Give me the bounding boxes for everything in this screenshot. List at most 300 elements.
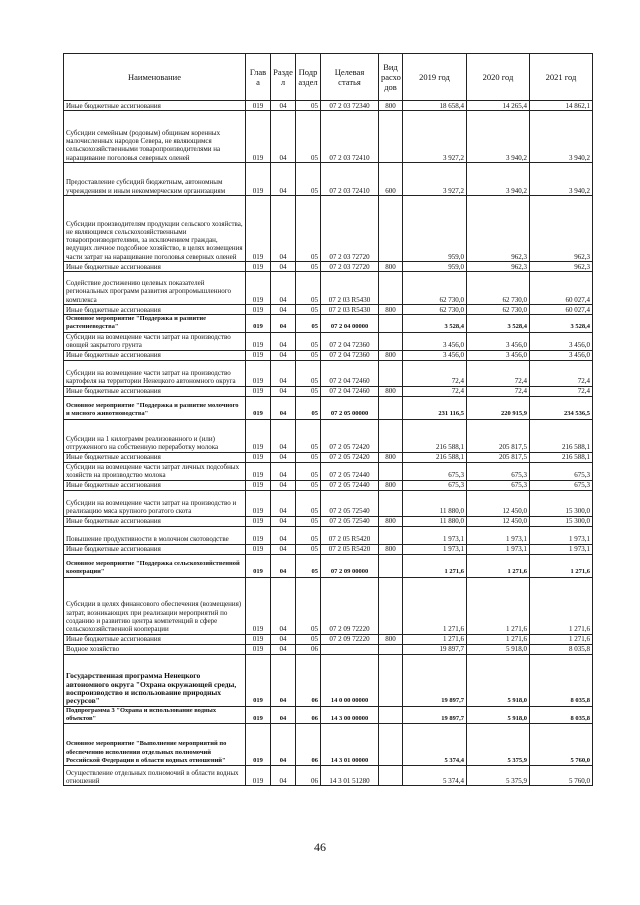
- row-target: 07 2 04 72360: [321, 332, 379, 350]
- row-2020: 72,4: [467, 360, 530, 386]
- row-2020: 3 940,2: [467, 111, 530, 163]
- row-podrazdel: 05: [296, 111, 321, 163]
- row-podrazdel: 05: [296, 490, 321, 516]
- row-podrazdel: 05: [296, 516, 321, 526]
- row-target: 07 2 09 00000: [321, 554, 379, 577]
- row-glava: 019: [246, 332, 271, 350]
- row-2019: 5 374,4: [403, 724, 467, 766]
- row-target: [321, 644, 379, 654]
- table-row: [64, 350, 593, 360]
- row-2020: 675,3: [467, 462, 530, 480]
- row-vid: 800: [379, 480, 403, 490]
- header-2021: 2021 год: [530, 54, 593, 101]
- row-razdel: 04: [271, 350, 296, 360]
- row-2020: 675,3: [467, 480, 530, 490]
- row-glava: 019: [246, 350, 271, 360]
- row-2019: 1 271,6: [403, 554, 467, 577]
- row-target: 07 2 05 72420: [321, 419, 379, 452]
- row-2020: 12 450,0: [467, 490, 530, 516]
- row-name: Водное хозяйство: [64, 644, 246, 654]
- row-razdel: 04: [271, 305, 296, 315]
- row-2020: 62 730,0: [467, 272, 530, 305]
- table-row: [64, 577, 593, 634]
- table-row: [64, 644, 593, 654]
- row-target: 07 2 04 72460: [321, 360, 379, 386]
- header-podrazdel: Подр аздел: [296, 54, 321, 101]
- row-2019: 62 730,0: [403, 272, 467, 305]
- row-razdel: 04: [271, 644, 296, 654]
- row-glava: 019: [246, 544, 271, 554]
- row-name: Иные бюджетные ассигнования: [64, 101, 246, 111]
- row-target: 07 2 03 72720: [321, 262, 379, 272]
- row-target: 07 2 05 R5420: [321, 526, 379, 544]
- table-row: [64, 360, 593, 386]
- row-2020: 1 271,6: [467, 577, 530, 634]
- row-2020: 12 450,0: [467, 516, 530, 526]
- row-name: Субсидии на возмещение части затрат личных подсобных хозяйств на производство молока: [64, 462, 246, 480]
- row-2020: 3 456,0: [467, 332, 530, 350]
- row-2021: 5 760,0: [530, 766, 593, 786]
- table-row: [64, 196, 593, 262]
- row-razdel: 04: [271, 419, 296, 452]
- row-2019: 959,0: [403, 262, 467, 272]
- row-glava: 019: [246, 766, 271, 786]
- row-2019: 1 973,1: [403, 544, 467, 554]
- row-2020: 5 918,0: [467, 644, 530, 654]
- row-vid: [379, 706, 403, 724]
- row-razdel: 04: [271, 111, 296, 163]
- row-2020: 205 817,5: [467, 419, 530, 452]
- table-row: [64, 480, 593, 490]
- row-glava: 019: [246, 654, 271, 706]
- row-vid: [379, 654, 403, 706]
- row-2019: 19 897,7: [403, 706, 467, 724]
- row-2021: 72,4: [530, 360, 593, 386]
- row-2021: 675,3: [530, 480, 593, 490]
- row-2021: 8 035,8: [530, 654, 593, 706]
- row-2019: 3 927,2: [403, 111, 467, 163]
- row-2019: 3 456,0: [403, 332, 467, 350]
- row-glava: 019: [246, 386, 271, 396]
- row-glava: 019: [246, 360, 271, 386]
- row-podrazdel: 06: [296, 644, 321, 654]
- header-vid: Вид расхо дов: [379, 54, 403, 101]
- row-2021: 216 588,1: [530, 452, 593, 462]
- row-2021: 8 035,8: [530, 644, 593, 654]
- row-razdel: 04: [271, 101, 296, 111]
- row-target: 07 2 03 72410: [321, 163, 379, 196]
- row-2020: 3 456,0: [467, 350, 530, 360]
- row-2020: 14 265,4: [467, 101, 530, 111]
- row-2020: 3 940,2: [467, 163, 530, 196]
- row-2021: 60 027,4: [530, 305, 593, 315]
- row-name: Субсидии на возмещение части затрат на производство картофеля на территории Ненецкого автономного округа: [64, 360, 246, 386]
- row-podrazdel: 05: [296, 305, 321, 315]
- row-2021: 3 940,2: [530, 163, 593, 196]
- row-vid: [379, 526, 403, 544]
- row-name: Иные бюджетные ассигнования: [64, 544, 246, 554]
- row-razdel: 04: [271, 577, 296, 634]
- row-2021: 15 300,0: [530, 516, 593, 526]
- row-vid: 600: [379, 163, 403, 196]
- row-name: Субсидии производителям продукции сельского хозяйства, не являющимся сельскохозяйственными товаропроизводителями, за исключением граждан, ведущих личное подсобное хозяйство, в целях возмещения части затрат на наращивание поголовья северных оленей: [64, 196, 246, 262]
- table-row: [64, 386, 593, 396]
- row-target: 07 2 05 72440: [321, 462, 379, 480]
- row-razdel: 04: [271, 554, 296, 577]
- row-razdel: 04: [271, 654, 296, 706]
- row-2019: 216 588,1: [403, 419, 467, 452]
- budget-table: [63, 53, 593, 786]
- header-2019: 2019 год: [403, 54, 467, 101]
- row-razdel: 04: [271, 396, 296, 419]
- table-row: [64, 634, 593, 644]
- row-2021: 15 300,0: [530, 490, 593, 516]
- row-razdel: 04: [271, 526, 296, 544]
- row-glava: 019: [246, 554, 271, 577]
- row-2021: 14 862,1: [530, 101, 593, 111]
- row-name: Содействие достижению целевых показателей региональных программ развития агропромышленного комплекса: [64, 272, 246, 305]
- row-podrazdel: 05: [296, 577, 321, 634]
- row-2019: 19 897,7: [403, 654, 467, 706]
- row-2021: 1 271,6: [530, 554, 593, 577]
- row-glava: 019: [246, 272, 271, 305]
- row-podrazdel: 06: [296, 766, 321, 786]
- table-row: [64, 544, 593, 554]
- row-target: 07 2 03 R5430: [321, 272, 379, 305]
- row-name: Осуществление отдельных полномочий в области водных отношений: [64, 766, 246, 786]
- row-name: Предоставление субсидий бюджетным, автономным учреждениям и иным некоммерческим организациям: [64, 163, 246, 196]
- row-vid: 800: [379, 262, 403, 272]
- row-vid: 800: [379, 452, 403, 462]
- row-podrazdel: 05: [296, 332, 321, 350]
- header-glava: Глав а: [246, 54, 271, 101]
- row-name: Повышение продуктивности в молочном скотоводстве: [64, 526, 246, 544]
- row-2020: 62 730,0: [467, 305, 530, 315]
- row-name: Иные бюджетные ассигнования: [64, 262, 246, 272]
- row-name: Субсидии в целях финансового обеспечения (возмещения) затрат, возникающих при реализации мероприятий по созданию и развитию центра компетенций в сфере сельскохозяйственной кооперации: [64, 577, 246, 634]
- row-target: 07 2 05 R5420: [321, 544, 379, 554]
- row-vid: 800: [379, 305, 403, 315]
- row-2020: 220 915,9: [467, 396, 530, 419]
- table-row: [64, 766, 593, 786]
- row-2021: 8 035,8: [530, 706, 593, 724]
- row-2019: 5 374,4: [403, 766, 467, 786]
- table-row: [64, 262, 593, 272]
- row-razdel: 04: [271, 332, 296, 350]
- row-razdel: 04: [271, 360, 296, 386]
- row-target: 07 2 04 00000: [321, 315, 379, 333]
- row-glava: 019: [246, 396, 271, 419]
- row-2021: 3 456,0: [530, 332, 593, 350]
- row-glava: 019: [246, 706, 271, 724]
- row-vid: [379, 332, 403, 350]
- row-glava: 019: [246, 526, 271, 544]
- row-razdel: 04: [271, 315, 296, 333]
- row-razdel: 04: [271, 386, 296, 396]
- row-2021: 962,3: [530, 262, 593, 272]
- table-row: [64, 554, 593, 577]
- row-name: Субсидии на 1 килограмм реализованного и (или) отгруженного на собственную переработку молока: [64, 419, 246, 452]
- row-vid: [379, 111, 403, 163]
- table-row: [64, 419, 593, 452]
- row-2019: 3 456,0: [403, 350, 467, 360]
- row-vid: [379, 419, 403, 452]
- row-2019: 1 271,6: [403, 634, 467, 644]
- row-name: Основное мероприятие "Поддержка и развитие молочного и мясного животноводства": [64, 396, 246, 419]
- row-vid: [379, 462, 403, 480]
- row-target: 07 2 04 72360: [321, 350, 379, 360]
- row-2019: 18 658,4: [403, 101, 467, 111]
- row-razdel: 04: [271, 262, 296, 272]
- row-vid: [379, 490, 403, 516]
- row-2021: 675,3: [530, 462, 593, 480]
- row-2020: 1 271,6: [467, 634, 530, 644]
- row-2020: 5 918,0: [467, 654, 530, 706]
- row-vid: [379, 724, 403, 766]
- row-2020: 1 973,1: [467, 544, 530, 554]
- row-glava: 019: [246, 462, 271, 480]
- table-row: [64, 272, 593, 305]
- row-razdel: 04: [271, 462, 296, 480]
- page-number: 46: [314, 840, 326, 854]
- row-podrazdel: 05: [296, 480, 321, 490]
- row-target: 07 2 03 72410: [321, 111, 379, 163]
- row-glava: 019: [246, 724, 271, 766]
- row-podrazdel: 05: [296, 634, 321, 644]
- table-row: [64, 111, 593, 163]
- row-razdel: 04: [271, 452, 296, 462]
- row-vid: [379, 272, 403, 305]
- row-2021: 234 536,5: [530, 396, 593, 419]
- row-2019: 72,4: [403, 386, 467, 396]
- table-row: [64, 101, 593, 111]
- row-razdel: 04: [271, 480, 296, 490]
- row-target: 14 3 01 51280: [321, 766, 379, 786]
- row-2019: 1 271,6: [403, 577, 467, 634]
- row-name: Субсидии семейным (родовым) общинам коренных малочисленных народов Севера, не являющимся сельскохозяйственными товаропроизводителями на наращивание поголовья северных оленей: [64, 111, 246, 163]
- row-vid: [379, 315, 403, 333]
- row-razdel: 04: [271, 766, 296, 786]
- row-name: Иные бюджетные ассигнования: [64, 350, 246, 360]
- row-podrazdel: 05: [296, 163, 321, 196]
- row-2020: 5 375,9: [467, 724, 530, 766]
- row-podrazdel: 05: [296, 396, 321, 419]
- row-name: Основное мероприятие "Выполнение мероприятий по обеспечению исполнения отдельных полномочий Российской Федерации в области водных отношений": [64, 724, 246, 766]
- row-podrazdel: 06: [296, 724, 321, 766]
- row-glava: 019: [246, 452, 271, 462]
- row-name: Основное мероприятие "Поддержка сельскохозяйственной кооперации": [64, 554, 246, 577]
- table-row: [64, 315, 593, 333]
- row-razdel: 04: [271, 634, 296, 644]
- row-target: 14 0 00 00000: [321, 654, 379, 706]
- row-2020: 962,3: [467, 262, 530, 272]
- row-glava: 019: [246, 634, 271, 644]
- row-2019: 675,3: [403, 462, 467, 480]
- row-podrazdel: 05: [296, 554, 321, 577]
- row-podrazdel: 05: [296, 101, 321, 111]
- row-2019: 62 730,0: [403, 305, 467, 315]
- row-vid: [379, 360, 403, 386]
- row-glava: 019: [246, 101, 271, 111]
- table-row: [64, 163, 593, 196]
- row-2021: 60 027,4: [530, 272, 593, 305]
- row-glava: 019: [246, 196, 271, 262]
- row-target: 07 2 05 72420: [321, 452, 379, 462]
- row-glava: 019: [246, 577, 271, 634]
- table-row: [64, 654, 593, 706]
- row-target: 07 2 05 72440: [321, 480, 379, 490]
- row-podrazdel: 05: [296, 350, 321, 360]
- row-target: 14 3 00 00000: [321, 706, 379, 724]
- row-podrazdel: 05: [296, 526, 321, 544]
- row-2021: 1 271,6: [530, 577, 593, 634]
- row-2019: 216 588,1: [403, 452, 467, 462]
- row-glava: 019: [246, 644, 271, 654]
- row-name: Субсидии на возмещение части затрат на производство овощей закрытого грунта: [64, 332, 246, 350]
- row-2021: 5 760,0: [530, 724, 593, 766]
- table-row: [64, 396, 593, 419]
- row-name: Иные бюджетные ассигнования: [64, 452, 246, 462]
- table-row: [64, 490, 593, 516]
- row-vid: [379, 766, 403, 786]
- row-podrazdel: 05: [296, 360, 321, 386]
- row-2020: 3 528,4: [467, 315, 530, 333]
- row-2021: 72,4: [530, 386, 593, 396]
- row-vid: [379, 577, 403, 634]
- row-2019: 231 116,5: [403, 396, 467, 419]
- header-razdel: Разде л: [271, 54, 296, 101]
- row-2019: 11 880,0: [403, 516, 467, 526]
- row-vid: [379, 396, 403, 419]
- row-vid: [379, 554, 403, 577]
- row-name: Иные бюджетные ассигнования: [64, 386, 246, 396]
- row-target: 07 2 05 72540: [321, 490, 379, 516]
- row-podrazdel: 05: [296, 196, 321, 262]
- table-row: [64, 724, 593, 766]
- row-razdel: 04: [271, 490, 296, 516]
- row-target: 14 3 01 00000: [321, 724, 379, 766]
- row-name: Основное мероприятие "Поддержка и развитие растениеводства": [64, 315, 246, 333]
- row-2019: 11 880,0: [403, 490, 467, 516]
- row-vid: 800: [379, 386, 403, 396]
- row-podrazdel: 06: [296, 706, 321, 724]
- row-target: 07 2 03 72720: [321, 196, 379, 262]
- row-2021: 3 528,4: [530, 315, 593, 333]
- row-razdel: 04: [271, 272, 296, 305]
- row-podrazdel: 05: [296, 462, 321, 480]
- table-row: [64, 452, 593, 462]
- row-podrazdel: 06: [296, 654, 321, 706]
- header-target: Целевая статья: [321, 54, 379, 101]
- row-vid: 800: [379, 516, 403, 526]
- row-target: 07 2 05 00000: [321, 396, 379, 419]
- row-glava: 019: [246, 305, 271, 315]
- row-2021: 3 456,0: [530, 350, 593, 360]
- row-name: Иные бюджетные ассигнования: [64, 634, 246, 644]
- row-2021: 3 940,2: [530, 111, 593, 163]
- row-vid: [379, 196, 403, 262]
- row-target: 07 2 03 R5430: [321, 305, 379, 315]
- row-podrazdel: 05: [296, 315, 321, 333]
- table-row: [64, 526, 593, 544]
- table-row: [64, 516, 593, 526]
- row-razdel: 04: [271, 196, 296, 262]
- row-2021: 1 973,1: [530, 544, 593, 554]
- row-2019: 1 973,1: [403, 526, 467, 544]
- row-razdel: 04: [271, 163, 296, 196]
- row-razdel: 04: [271, 724, 296, 766]
- row-target: 07 2 09 72220: [321, 634, 379, 644]
- row-podrazdel: 05: [296, 272, 321, 305]
- header-row: [64, 54, 593, 101]
- row-target: 07 2 03 72340: [321, 101, 379, 111]
- row-name: Государственная программа Ненецкого автономного округа "Охрана окружающей среды, воспроизводство и использование природных ресурсов": [64, 654, 246, 706]
- row-podrazdel: 05: [296, 262, 321, 272]
- row-podrazdel: 05: [296, 544, 321, 554]
- row-razdel: 04: [271, 516, 296, 526]
- row-vid: [379, 644, 403, 654]
- row-glava: 019: [246, 163, 271, 196]
- row-2020: 1 973,1: [467, 526, 530, 544]
- row-2019: 675,3: [403, 480, 467, 490]
- table-row: [64, 332, 593, 350]
- row-name: Иные бюджетные ассигнования: [64, 305, 246, 315]
- row-razdel: 04: [271, 544, 296, 554]
- table-row: [64, 462, 593, 480]
- table-row: [64, 305, 593, 315]
- row-target: 07 2 09 72220: [321, 577, 379, 634]
- row-glava: 019: [246, 262, 271, 272]
- row-razdel: 04: [271, 706, 296, 724]
- row-2020: 1 271,6: [467, 554, 530, 577]
- row-2019: 3 927,2: [403, 163, 467, 196]
- row-2019: 3 528,4: [403, 315, 467, 333]
- row-2021: 1 271,6: [530, 634, 593, 644]
- row-glava: 019: [246, 490, 271, 516]
- row-vid: 800: [379, 634, 403, 644]
- row-2020: 5 375,9: [467, 766, 530, 786]
- row-2021: 216 588,1: [530, 419, 593, 452]
- row-2020: 205 817,5: [467, 452, 530, 462]
- row-2020: 962,3: [467, 196, 530, 262]
- header-2020: 2020 год: [467, 54, 530, 101]
- row-podrazdel: 05: [296, 452, 321, 462]
- row-2021: 962,3: [530, 196, 593, 262]
- row-name: Иные бюджетные ассигнования: [64, 516, 246, 526]
- row-name: Иные бюджетные ассигнования: [64, 480, 246, 490]
- row-podrazdel: 05: [296, 386, 321, 396]
- row-2019: 72,4: [403, 360, 467, 386]
- row-glava: 019: [246, 480, 271, 490]
- row-2021: 1 973,1: [530, 526, 593, 544]
- row-podrazdel: 05: [296, 419, 321, 452]
- table-row: [64, 706, 593, 724]
- row-target: 07 2 04 72460: [321, 386, 379, 396]
- row-2019: 959,0: [403, 196, 467, 262]
- row-2020: 72,4: [467, 386, 530, 396]
- row-name: Подпрограмма 3 "Охрана и использование водных объектов": [64, 706, 246, 724]
- row-glava: 019: [246, 516, 271, 526]
- row-glava: 019: [246, 315, 271, 333]
- row-target: 07 2 05 72540: [321, 516, 379, 526]
- header-name: Наименование: [64, 54, 246, 101]
- row-2020: 5 918,0: [467, 706, 530, 724]
- row-vid: 800: [379, 101, 403, 111]
- row-vid: 800: [379, 544, 403, 554]
- row-glava: 019: [246, 419, 271, 452]
- row-2019: 19 897,7: [403, 644, 467, 654]
- row-name: Субсидии на возмещение части затрат на производство и реализацию мяса крупного рогатого скота: [64, 490, 246, 516]
